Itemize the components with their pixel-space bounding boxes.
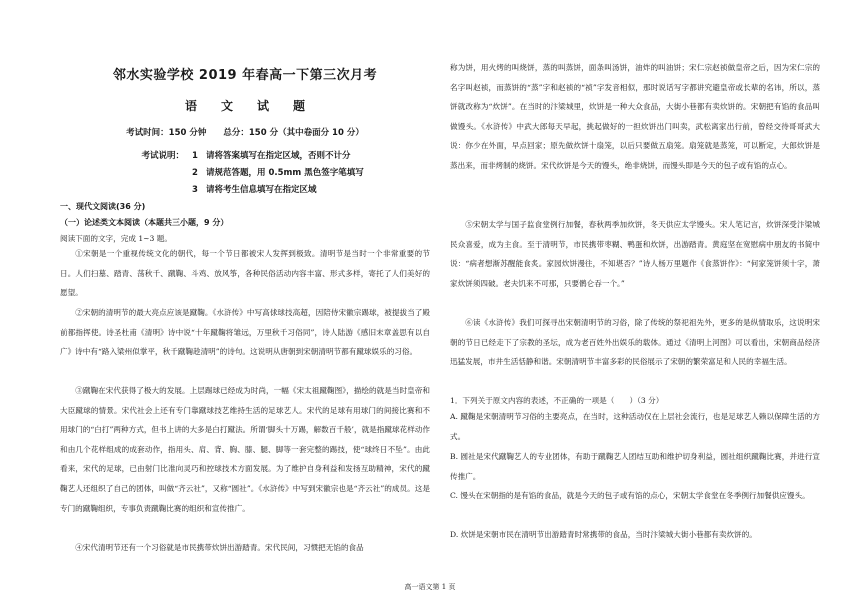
instruction-1 xyxy=(120,149,351,161)
exam-info: 考试时间：150 分钟 总分：150 分（其中卷面分 10 分） xyxy=(126,128,364,138)
instruction-2 xyxy=(120,166,364,178)
subject-char: 题 xyxy=(293,99,306,113)
question-1-stem: 1．下列关于原文内容的表述，不正确的一项是（ ）（3 分） xyxy=(450,396,664,405)
instruction-number: 3 xyxy=(192,185,198,195)
subject-title xyxy=(60,97,430,114)
instruction-number: 2 xyxy=(192,168,198,178)
passage-paragraph-1: ①宋朝是一个重视传统文化的朝代，每一个节日都被宋人发挥到极致。清明节是当时一个非常重要的节日。人们扫墓、踏青、荡秋千、蹴鞠、斗鸡、放风筝，各种民俗活动内容丰富、形式多样，寄托了人们美好的愿望。 xyxy=(60,249,430,298)
option-b: B. 圆社是宋代蹴鞠艺人的专业团体，有助于蹴鞠艺人团结互助和维护切身利益，圆社组织蹴鞠比赛，并进行宣传推广。 xyxy=(450,452,820,481)
option-c: C. 馒头在宋朝指的是有馅的食品，就是今天的包子或有馅的点心，宋朝太学食堂在冬季例行加餐供应馒头。 xyxy=(450,491,810,500)
instruction-number: 1 xyxy=(192,151,198,161)
exam-title: 邻水实验学校 2019 年春高一下第三次月考 xyxy=(112,68,378,83)
page-footer: 高一语文第 1 页 xyxy=(404,583,456,591)
subsection-heading: （一）论述类文本阅读（本题共三小题，9 分） xyxy=(60,218,229,227)
subject-char: 试 xyxy=(257,99,270,113)
instruction-text: 请规范答题，用 0.5mm 黑色签字笔填写 xyxy=(206,168,364,178)
passage-paragraph-5: ⑤宋朝太学与国子监食堂例行加餐，春秋两季加炊饼，冬天供应太学馒头。宋人笔记言，炊饼深受汴梁城民众喜爱，成为主食。至于清明节，市民携带枣糊、鸭蛋和炊饼，出游踏青。黄庭坚在宽慰病中朋友的书简中说：“病者想渐苏醒能食炙。家园炊饼漫往，不知堪否？”诗人杨万里题作《食蒸饼作》：“何家笼饼须十字，萧家炊饼须四破。老夫饥来不可那，只要鹘仑吞一个。” xyxy=(450,220,820,288)
instruction-text: 请将考生信息填写在指定区域 xyxy=(206,185,317,195)
subject-char: 文 xyxy=(220,99,233,113)
instruction-3 xyxy=(120,183,317,195)
reading-prompt: 阅读下面的文字，完成 1~3 题。 xyxy=(60,234,172,243)
instructions-label: 考试说明： xyxy=(141,151,184,161)
instruction-text: 请将答案填写在指定区域，否则不计分 xyxy=(206,151,351,161)
passage-paragraph-4: ④宋代清明节还有一个习俗就是市民携带炊饼出游踏青。宋代民间，习惯把无馅的食品 xyxy=(75,543,364,552)
passage-paragraph-6: ⑥读《水浒传》我们可探寻出宋朝清明节的习俗，除了传统的祭祀祖先外，更多的是纵情取乐，这说明宋朝的节日已经走下了宗教的圣坛，成为老百姓外出娱乐的载体。通过《清明上河图》可以看出，宋朝商品经济迅猛发展，市井生活恬静和谐。宋朝清明节丰富多彩的民俗展示了宋朝的繁荣富足和人民的幸福生活。 xyxy=(450,318,820,367)
option-a: A. 蹴鞠是宋朝清明节习俗的主要亮点，在当时，这种活动仅在上层社会流行，也是足球艺人赖以保障生活的方式。 xyxy=(450,412,820,441)
passage-paragraph-2: ②宋朝的清明节的最大亮点应该是蹴鞠。《水浒传》中写高俅球技高超，因陪侍宋徽宗踢球，被提拔当了殿前都指挥使。诗圣杜甫《清明》诗中说“十年蹴鞠将雏远，万里秋千习俗同”，诗人陆游《感旧末章盖思有以自广》诗中有“路入梁州似掌平，秋千蹴鞠趁清明”的诗句。这说明从唐朝到宋朝清明节都有蹴球娱乐的习俗。 xyxy=(60,308,430,357)
option-d: D. 炊饼是宋朝市民在清明节出游踏青时常携带的食品，当时汴梁城大街小巷都有卖炊饼的。 xyxy=(450,530,757,539)
passage-paragraph-3: ③蹴鞠在宋代获得了极大的发展。上层踢球已经成为时尚，一幅《宋太祖蹴鞠图》，描绘的就是当时皇帝和大臣蹴球的情景。宋代社会上还有专门靠蹴球技艺维持生活的足球艺人。宋代的足球有用球门的间接比赛和不用球门的“白打”两种方式，但书上讲的大多是白打蹴法。所谓‘脚头十万踢，解数百千般’，就是指蹴球花样动作和由几个花样组成的成套动作，指用头、肩、背、胸、膝、腿、脚等一套完整的踢技，使“球终日不坠”。由此看来，宋代的足球，已由射门比准向灵巧和控球技术方面发展。为了维护自身利益和发扬互助精神，宋代的蹴鞠艺人还组织了自己的团体，叫做“齐云社”，又称“圆社”。《水浒传》中写到宋徽宗也是“齐云社”的成员。这是专门的蹴鞠组织，专事负责蹴鞠比赛的组织和宣传推广。 xyxy=(60,386,430,513)
subject-char: 语 xyxy=(184,99,197,113)
section-heading: 一、现代文阅读(36 分) xyxy=(60,202,146,211)
passage-paragraph-4-cont: 称为饼，用火烤的叫烧饼，蒸的叫蒸饼，面条叫汤饼，油炸的叫油饼；宋仁宗赵祯做皇帝之后，因为宋仁宗的名字叫赵祯，而蒸饼的“蒸”字和赵祯的“祯”字发音相似，那时说话写字都讲究避皇帝或长辈的名讳，所以，蒸饼就改称为“炊饼”。在当时的汴梁城里，炊饼是一种大众食品，大街小巷都有卖炊饼的。宋朝把有馅的食品叫做馒头。《水浒传》中武大郎每天早起，挑起做好的一担炊饼出门叫卖，武松离家出行前，曾经交待哥哥武大说：你少在外面，早点回家；原先做炊饼十扇笼，以后只要做五扇笼。扇笼就是蒸笼，可以断定，大郎炊饼是蒸出来，而非烤制的烧饼。宋代炊饼是今天的馒头，绝非烧饼，而馒头即是今天的包子或有馅的点心。 xyxy=(450,63,820,170)
